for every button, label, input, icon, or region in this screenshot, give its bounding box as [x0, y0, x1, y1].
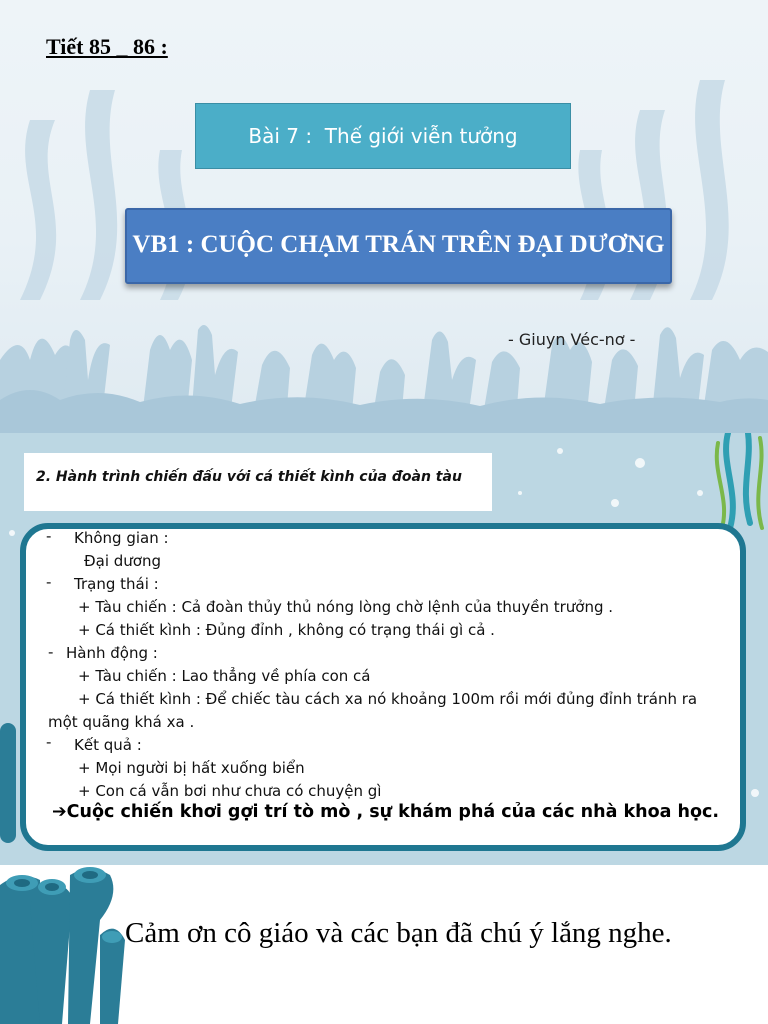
bullet-dash: -	[46, 573, 52, 591]
list-item: + Con cá vẫn bơi như chưa có chuyện gì	[78, 782, 382, 800]
list-item: Trạng thái :	[74, 575, 159, 593]
slide-title	[0, 0, 768, 433]
reading-title-box	[125, 208, 672, 284]
author-name: - Giuyn Véc-nơ -	[508, 330, 636, 349]
conclusion-text: ➔Cuộc chiến khơi gợi trí tò mò , sự khám phá của các nhà khoa học.	[52, 802, 720, 822]
bullet-dash: -	[46, 733, 52, 751]
bullet-dash: -	[46, 527, 52, 545]
list-item: + Cá thiết kình : Để chiếc tàu cách xa nó khoảng 100m rồi mới đủng đỉnh tránh ra	[78, 690, 698, 708]
content-card	[20, 523, 746, 851]
slide-content	[0, 433, 768, 865]
slide-thanks	[0, 865, 768, 1024]
list-item: + Tàu chiến : Cả đoàn thủy thủ nóng lòng chờ lệnh của thuyền trưởng .	[78, 598, 614, 616]
thank-you-message: Cảm ơn cô giáo và các bạn đã chú ý lắng nghe.	[125, 917, 672, 949]
lesson-period-label: Tiết 85 _ 86 :	[46, 34, 168, 59]
lesson-title-box	[195, 103, 571, 169]
list-item: một quãng khá xa .	[48, 713, 195, 731]
list-item: Hành động :	[66, 644, 158, 662]
list-item: + Tàu chiến : Lao thẳng về phía con cá	[78, 667, 371, 685]
list-item: Kết quả :	[74, 736, 142, 754]
bullet-dash: -	[48, 643, 54, 661]
list-item: + Mọi người bị hất xuống biển	[78, 759, 305, 777]
section-heading: 2. Hành trình chiến đấu với cá thiết kình của đoàn tàu	[24, 453, 492, 511]
list-item: Đại dương	[84, 552, 161, 570]
list-item: Không gian :	[74, 529, 169, 547]
reading-title-text: VB1 : CUỘC CHẠM TRÁN TRÊN ĐẠI DƯƠNG	[132, 231, 665, 258]
list-item: + Cá thiết kình : Đủng đỉnh , không có trạng thái gì cả .	[78, 621, 495, 639]
lesson-title-text: Bài 7 : Thế giới viễn tưởng	[248, 124, 518, 148]
